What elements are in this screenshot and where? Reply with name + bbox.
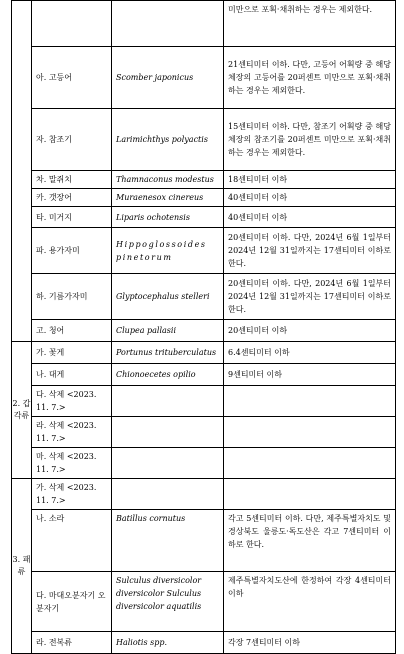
scientific-name: Batillus cornutus (112, 510, 224, 572)
size-limit: 20센티미터 이하. 다만, 2024년 6월 1일부터 2024년 12월 31일까지는 17센티미터 이하로 한다. (224, 274, 396, 320)
scientific-name (112, 448, 224, 479)
size-limit: 6.4센티미터 이하 (224, 342, 396, 364)
size-limit: 21센티미터 이하. 다만, 고등어 어획량 중 해당 체장의 고등어를 20퍼센트 미만으로 포획·채취하는 경우는 제외한다. (224, 47, 396, 109)
species-name (32, 1, 112, 47)
size-limit (224, 417, 396, 448)
species-name: 고. 청어 (32, 320, 112, 342)
scientific-name (112, 1, 224, 47)
species-name: 차. 말쥐치 (32, 171, 112, 189)
species-name: 가. 삭제 <2023. 11. 7.> (32, 479, 112, 510)
size-limit: 9센티미터 이하 (224, 364, 396, 386)
size-limit (224, 448, 396, 479)
group-label-crustaceans: 2. 갑각류 (12, 342, 32, 479)
scientific-name: Haliotis spp. (112, 632, 224, 654)
species-name: 파. 용가자미 (32, 228, 112, 274)
scientific-name: Clupea pallasii (112, 320, 224, 342)
table-row (12, 171, 396, 189)
table-row (12, 510, 396, 572)
table-row (12, 207, 396, 228)
group-label-shellfish: 3. 패류 (12, 479, 32, 654)
scientific-name: Hippoglossoides pinetorum (112, 228, 224, 274)
species-name: 하. 기름가자미 (32, 274, 112, 320)
scientific-name: Thamnaconus modestus (112, 171, 224, 189)
species-name: 가. 꽃게 (32, 342, 112, 364)
fish-size-limit-table (11, 0, 396, 654)
size-limit (224, 479, 396, 510)
table-row (12, 320, 396, 342)
species-name: 아. 고등어 (32, 47, 112, 109)
size-limit: 미만으로 포획·채취하는 경우는 제외한다. (224, 1, 396, 47)
table-row (12, 47, 396, 109)
size-limit: 15센티미터 이하. 다만, 참조기 어획량 중 해당 체장의 참조기를 20퍼센트 미만으로 포획·채취하는 경우는 제외한다. (224, 109, 396, 171)
table-row (12, 386, 396, 417)
table-row (12, 417, 396, 448)
species-name: 나. 소라 (32, 510, 112, 572)
species-name: 자. 참조기 (32, 109, 112, 171)
scientific-name: Muraenesox cinereus (112, 189, 224, 207)
size-limit: 20센티미터 이하 (224, 320, 396, 342)
table-row (12, 479, 396, 510)
table-row (12, 448, 396, 479)
scientific-name: Glyptocephalus stelleri (112, 274, 224, 320)
size-limit: 각고 5센티미터 이하. 다만, 제주특별자치도 및 경상북도 울릉도·독도산은 각고 7센티미터 이하로 한다. (224, 510, 396, 572)
scientific-name: Larimichthys polyactis (112, 109, 224, 171)
species-name: 라. 전복류 (32, 632, 112, 654)
scientific-name (112, 479, 224, 510)
table-row (12, 632, 396, 654)
table-row (12, 109, 396, 171)
scientific-name (112, 417, 224, 448)
size-limit: 제주특별자치도산에 한정하여 각장 4센티미터 이하 (224, 572, 396, 632)
species-name: 라. 삭제 <2023. 11. 7.> (32, 417, 112, 448)
table-row (12, 364, 396, 386)
species-name: 카. 갯장어 (32, 189, 112, 207)
table-row (12, 342, 396, 364)
table-row (12, 1, 396, 47)
group-cell (12, 1, 32, 342)
scientific-name: Scomber japonicus (112, 47, 224, 109)
table-row (12, 228, 396, 274)
species-name: 나. 대게 (32, 364, 112, 386)
size-limit: 40센티미터 이하 (224, 207, 396, 228)
size-limit: 18센티미터 이하 (224, 171, 396, 189)
size-limit: 20센티미터 이하. 다만, 2024년 6월 1일부터 2024년 12월 31일까지는 17센티미터 이하로 한다. (224, 228, 396, 274)
size-limit: 40센티미터 이하 (224, 189, 396, 207)
scientific-name (112, 386, 224, 417)
table-row (12, 189, 396, 207)
scientific-name: Portunus trituberculatus (112, 342, 224, 364)
species-name: 다. 삭제 <2023. 11. 7.> (32, 386, 112, 417)
size-limit (224, 386, 396, 417)
scientific-name: Chionoecetes opilio (112, 364, 224, 386)
scientific-name: Sulculus diversicolor diversicolor Sulculus diversicolor aquatilis (112, 572, 224, 632)
species-name: 마. 삭제 <2023. 11. 7.> (32, 448, 112, 479)
species-name: 타. 미거지 (32, 207, 112, 228)
size-limit: 각장 7센티미터 이하 (224, 632, 396, 654)
scientific-name: Liparis ochotensis (112, 207, 224, 228)
species-name: 다. 마대오분자기 오분자기 (32, 572, 112, 632)
table-row (12, 572, 396, 632)
table-row (12, 274, 396, 320)
